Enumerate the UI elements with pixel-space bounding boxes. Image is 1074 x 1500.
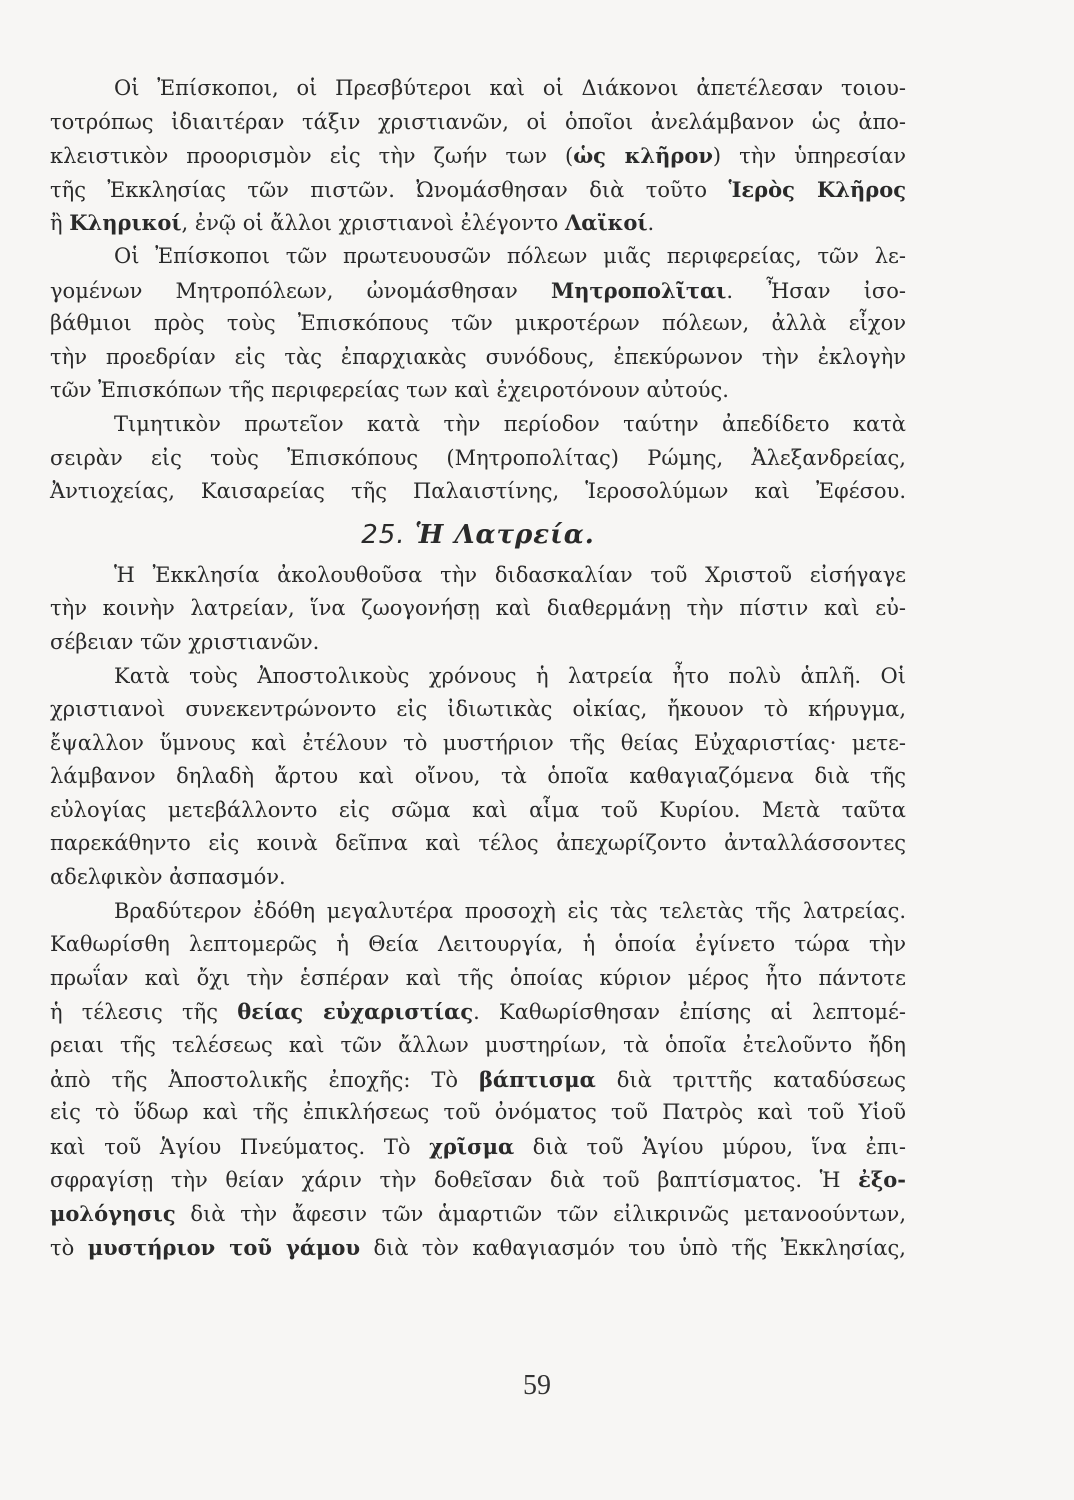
section-number: 25.: [361, 519, 406, 550]
text-line: Ἡ Ἐκκλησία ἀκολουθοῦσα τὴν διδασκαλίαν τοῦ Χριστοῦ εἰσήγαγε: [114, 562, 906, 587]
text-line: σέβειαν τῶν χριστιανῶν.: [50, 629, 320, 654]
paragraph-primacy: [50, 408, 906, 509]
page-number: 59: [523, 1370, 551, 1401]
bold-term: μολόγησις: [50, 1201, 176, 1226]
text-line: Ἀντιοχείας, Καισαρείας τῆς Παλαιστίνης, Ἱεροσολύμων καὶ Ἐφέσου.: [50, 479, 906, 504]
text-line: ἢ Κληρικοί, ἐνῷ οἱ ἄλλοι χριστιανοὶ ἐλέγοντο Λαϊκοί.: [50, 210, 655, 236]
text-line: βάθμιοι πρὸς τοὺς Ἐπισκόπους τῶν μικροτέρων πόλεων, ἀλλὰ εἶχον: [50, 311, 906, 336]
text-line: ἔψαλλον ὕμνους καὶ ἐτέλουν τὸ μυστήριον τῆς θείας Εὐχαριστίας· μετε-: [50, 730, 906, 755]
text-line: πρωΐαν καὶ ὄχι τὴν ἑσπέραν καὶ τῆς ὁποίας κύριον μέρος ἦτο πάντοτε: [50, 965, 906, 990]
text-line: τὸ μυστήριον τοῦ γάμου διὰ τὸν καθαγιασμόν του ὑπὸ τῆς Ἐκκλησίας,: [50, 1234, 906, 1260]
text-line: παρεκάθηντο εἰς κοινὰ δεῖπνα καὶ τέλος ἀπεχωρίζοντο ἀνταλλάσσοντες: [50, 831, 906, 856]
text-line: χριστιανοὶ συνεκεντρώνοντο εἰς ἰδιωτικὰς οἰκίας, ἤκουον τὸ κήρυγμα,: [50, 697, 906, 722]
text-line: σφραγίσῃ τὴν θείαν χάριν τὴν δοθεῖσαν διὰ τοῦ βαπτίσματος. Ἡ ἐξο-: [50, 1167, 906, 1193]
text-line: Τιμητικὸν πρωτεῖον κατὰ τὴν περίοδον ταύτην ἀπεδίδετο κατὰ: [114, 411, 906, 436]
bold-term: μυστήριον τοῦ γάμου: [87, 1234, 361, 1260]
text-line: τὴν κοινὴν λατρείαν, ἵνα ζωογονήσῃ καὶ διαθερμάνῃ τὴν πίστιν καὶ εὐ-: [50, 596, 906, 621]
text-line: Κατὰ τοὺς Ἀποστολικοὺς χρόνους ἡ λατρεία ἦτο πολὺ ἁπλῆ. Οἱ: [114, 663, 906, 688]
text-line: σειρὰν εἰς τοὺς Ἐπισκόπους (Μητροπολίτας) Ρώμης, Ἀλεξανδρείας,: [50, 445, 906, 470]
paragraph-sacraments: [50, 895, 906, 1265]
bold-term: χρῖσμα: [429, 1133, 515, 1159]
page-body: [50, 72, 906, 1264]
text-line: Οἱ Ἐπίσκοποι τῶν πρωτευουσῶν πόλεων μιᾶς περιφερείας, τῶν λε-: [114, 243, 906, 268]
text-line: ἡ τέλεσις τῆς θείας εὐχαριστίας. Καθωρίσθησαν ἐπίσης αἱ λεπτομέ-: [50, 999, 906, 1025]
text-line: Βραδύτερον ἐδόθη μεγαλυτέρα προσοχὴ εἰς τὰς τελετὰς τῆς λατρείας.: [114, 898, 906, 923]
section-title: Ἡ Λατρεία.: [414, 519, 595, 550]
paragraph-worship-intro: [50, 559, 906, 660]
text-line: τῆς Ἐκκλησίας τῶν πιστῶν. Ὠνομάσθησαν διὰ τοῦτο Ἱερὸς Κλῆρος: [50, 176, 906, 202]
section-heading: [50, 511, 906, 559]
text-line: τὴν προεδρίαν εἰς τὰς ἐπαρχιακὰς συνόδους, ἐπεκύρωνον τὴν ἐκλογὴν: [50, 344, 906, 369]
text-line: τοτρόπως ἰδιαιτέραν τάξιν χριστιανῶν, οἱ ὁποῖοι ἀνελάμβανον ὡς ἀπο-: [50, 109, 906, 134]
bold-term: Λαϊκοί: [564, 210, 648, 236]
bold-term: Ἱερὸς Κλῆρος: [728, 176, 906, 202]
text-line: μολόγησις διὰ τὴν ἄφεσιν τῶν ἁμαρτιῶν τῶν εἰλικρινῶς μετανοούντων,: [50, 1201, 906, 1226]
bold-term: θείας εὐχαριστίας: [237, 999, 474, 1025]
text-line: λάμβανον δηλαδὴ ἄρτου καὶ οἴνου, τὰ ὁποῖα καθαγιαζόμενα διὰ τῆς: [50, 764, 906, 789]
text-line: ρειαι τῆς τελέσεως καὶ τῶν ἄλλων μυστηρίων, τὰ ὁποῖα ἐτελοῦντο ἤδη: [50, 1033, 906, 1058]
bold-term: Κληρικοί: [69, 210, 182, 236]
paragraph-metropolitans: [50, 240, 906, 408]
text-line: Καθωρίσθη λεπτομερῶς ἡ Θεία Λειτουργία, ἡ ὁποία ἐγίνετο τώρα τὴν: [50, 932, 906, 957]
text-line: ἀπὸ τῆς Ἀποστολικῆς ἐποχῆς: Τὸ βάπτισμα διὰ τριττῆς καταδύσεως: [50, 1066, 907, 1092]
paragraph-clergy: [50, 72, 906, 240]
paragraph-apostolic-worship: [50, 660, 906, 895]
text-line: εἰς τὸ ὕδωρ καὶ τῆς ἐπικλήσεως τοῦ ὀνόματος τοῦ Πατρὸς καὶ τοῦ Υἱοῦ: [50, 1100, 906, 1125]
bold-term: ἐξο-: [858, 1167, 906, 1193]
text-line: αδελφικὸν ἀσπασμόν.: [50, 865, 286, 890]
bold-term: ὡς κλῆρον: [573, 143, 713, 169]
bold-term: Μητροπολῖται: [551, 277, 727, 303]
text-line: κλειστικὸν προορισμὸν εἰς τὴν ζωήν των (ὡς κλῆρον) τὴν ὑπηρεσίαν: [50, 143, 906, 169]
text-line: γομένων Μητροπόλεων, ὠνομάσθησαν Μητροπολῖται. Ἦσαν ἰσο-: [50, 277, 907, 303]
text-line: Οἱ Ἐπίσκοποι, οἱ Πρεσβύτεροι καὶ οἱ Διάκονοι ἀπετέλεσαν τοιου-: [114, 76, 906, 100]
text-line: εὐλογίας μετεβάλλοντο εἰς σῶμα καὶ αἷμα τοῦ Κυρίου. Μετὰ ταῦτα: [50, 797, 906, 822]
text-line: καὶ τοῦ Ἁγίου Πνεύματος. Τὸ χρῖσμα διὰ τοῦ Ἁγίου μύρου, ἵνα ἐπι-: [50, 1133, 906, 1159]
bold-term: βάπτισμα: [478, 1066, 596, 1092]
text-line: τῶν Ἐπισκόπων τῆς περιφερείας των καὶ ἐχειροτόνουν αὐτούς.: [50, 378, 729, 403]
